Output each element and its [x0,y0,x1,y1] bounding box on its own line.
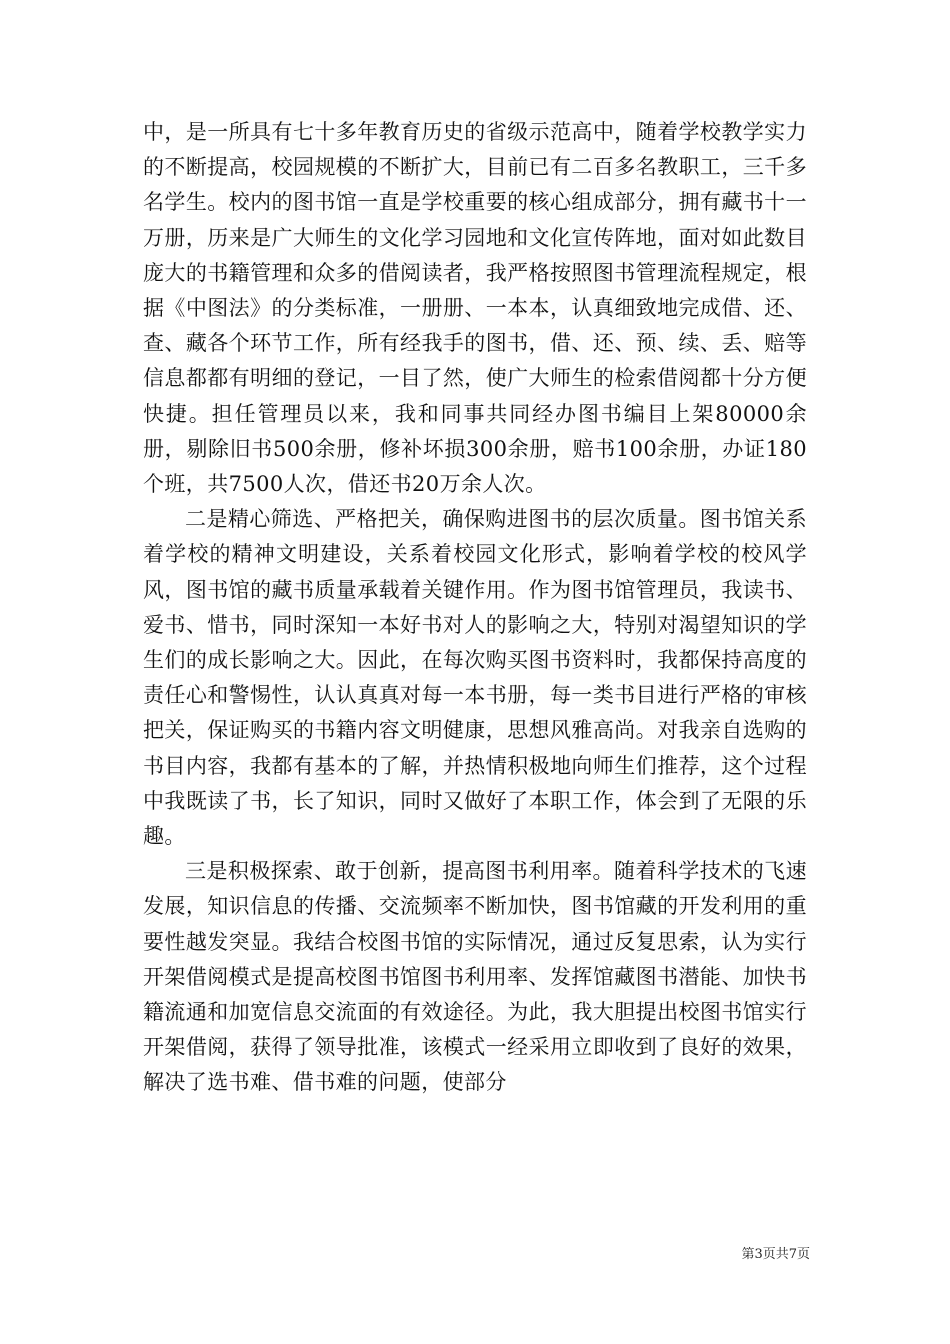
paragraph-3: 三是积极探索、敢于创新，提高图书利用率。随着科学技术的飞速发展，知识信息的传播、交流频率不断加快，图书馆藏的开发利用的重要性越发突显。我结合校图书馆的实际情况，通过反复思索，认为实行开架借阅模式是提高校图书馆图书利用率、发挥馆藏图书潜能、加快书籍流通和加宽信息交流面的有效途径。为此，我大胆提出校图书馆实行开架借阅，获得了领导批准，该模式一经采用立即收到了良好的效果，解决了选书难、借书难的问题，使部分 [143,859,807,1095]
paragraph-1: 中，是一所具有七十多年教育历史的省级示范高中，随着学校教学实力的不断提高，校园规模的不断扩大，目前已有二百多名教职工，三千多名学生。校内的图书馆一直是学校重要的核心组成部分，拥有藏书十一万册，历来是广大师生的文化学习园地和文化宣传阵地，面对如此数目庞大的书籍管理和众多的借阅读者，我严格按照图书管理流程规定，根据《中图法》的分类标准，一册册、一本本，认真细致地完成借、还、查、藏各个环节工作，所有经我手的图书，借、还、预、续、丢、赔等信息都都有明细的登记，一目了然，使广大师生的检索借阅都十分方便快捷。担任管理员以来，我和同事共同经办图书编目上架80000余册，剔除旧书500余册，修补坏损300余册，赔书100余册，办证180个班，共7500人次，借还书20万余人次。 [143,120,807,497]
paragraph-2: 二是精心筛选、严格把关，确保购进图书的层次质量。图书馆关系着学校的精神文明建设，关系着校园文化形式，影响着学校的校风学风，图书馆的藏书质量承载着关键作用。作为图书馆管理员，我读书、爱书、惜书，同时深知一本好书对人的影响之大，特别对渴望知识的学生们的成长影响之大。因此，在每次购买图书资料时，我都保持高度的责任心和警惕性，认认真真对每一本书册，每一类书目进行严格的审核把关，保证购买的书籍内容文明健康，思想风雅高尚。对我亲自选购的书目内容，我都有基本的了解，并热情积极地向师生们推荐，这个过程中我既读了书，长了知识，同时又做好了本职工作，体会到了无限的乐趣。 [143,507,807,849]
document-body [143,115,807,1101]
page-number-footer: 第3页共7页 [741,1247,810,1262]
